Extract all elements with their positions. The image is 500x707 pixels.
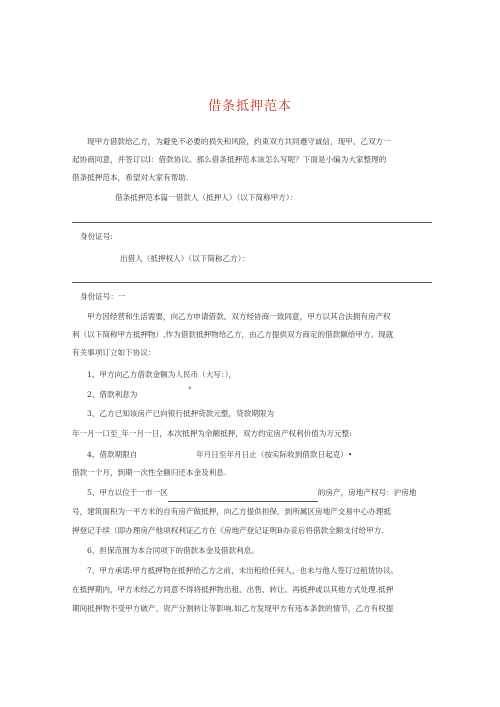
body-line-1: 甲方因经营和生活需要，向乙方申请借款。双方经协商一致同意，甲方以其合法拥有房产权 xyxy=(87,312,391,321)
id-label-2: 身份证号：一 xyxy=(80,292,126,301)
intro-line-3: 借条抵押范本，希望对大家有帮助. xyxy=(72,173,189,182)
clause-4-line-1a: 4、借款期限自 xyxy=(87,450,138,459)
clause-1: 1、甲方向乙方借款金额为人民币（大写：）， xyxy=(87,370,237,379)
lender-label: 出借人（抵押权人）（以下简称乙方）： xyxy=(120,254,250,263)
clause-5-line-2: 号，建筑面积为一平方米的自有房产做抵押，向乙方提供担保，到所属区房地产交易中心办理抵 xyxy=(72,507,391,516)
divider-line-2 xyxy=(72,282,432,283)
clause-5-post: 的房产，房地产权号：沪房地 xyxy=(317,488,417,497)
clause-5-line-3: 押登记手续（即办理房产他项权利证乙方在《房地产登记证明B办妥后将借款全额支付给甲方. xyxy=(72,526,384,535)
body-line-2: 利（以下简称甲方抵押物）,作为借款抵押物给乙方，由乙方提供双方商定的借款额给甲方。现就 xyxy=(72,330,394,339)
clause-4-line-1b: 年月日至年月日止（按实际收到借款日起克）• xyxy=(196,450,353,459)
clause-5-line-1 xyxy=(72,484,434,502)
clause-3-line-2: 年一月一口至_年一月一日，本次抵押为余额抵押，双方约定房产权利价值为万元整: xyxy=(72,429,352,438)
clause-7-line-3: 期间抵押物不受甲方破产、资产分割转让等影响.如乙方发现甲方有违本条款的情节，乙方有权提 xyxy=(72,604,394,613)
clause-6: 6、担保范围为本合同项下的借款本金及借款利息。 xyxy=(87,546,259,555)
clause-7-line-1: 7、甲方承诺:甲方抵押物在抵押给乙方之前，未出租给任何人，也未与他人签订过租赁协议。 xyxy=(87,566,399,575)
divider-line-1 xyxy=(72,222,432,223)
intro-line-2: 起协商同意，并签订以Ⅰ：借款协议。那么借条抵押范本该怎么写呢？下面是小编为大家整理的 xyxy=(72,155,387,164)
intro-line-1: 现甲方借款给乙方，为避免不必要的损失和风险，约束双方共同遵守诚信，现甲、乙双方一 xyxy=(87,137,391,146)
document-title: 借条抵押范本 xyxy=(207,99,292,114)
body-line-3: 有关事项订立如下协议： xyxy=(72,348,156,357)
clause-7-line-2: 在抵押期内，甲方未经乙方同意不得将抵押物出租、出售、转让、再抵押或以其他方式处理.抵押 xyxy=(72,585,394,594)
clause-4-line-2: 借款一个月，到期一次性全额归还本金及利息. xyxy=(72,468,227,477)
subtitle: 借条抵押范本篇一借款人（抵押人）（以下简称甲方）： xyxy=(115,193,298,202)
address-blank xyxy=(168,491,318,502)
clause-2: 2、借款利息为 xyxy=(87,390,138,399)
clause-3-line-1: 3、乙方已知该房产已向银行抵押贷款元整，贷款期限为 xyxy=(87,409,275,418)
clause-2-mark: ° xyxy=(188,386,192,394)
id-label-1: 身份证号: xyxy=(80,232,113,241)
clause-5-pre: 5、甲方以位于一市一区 xyxy=(87,488,168,497)
